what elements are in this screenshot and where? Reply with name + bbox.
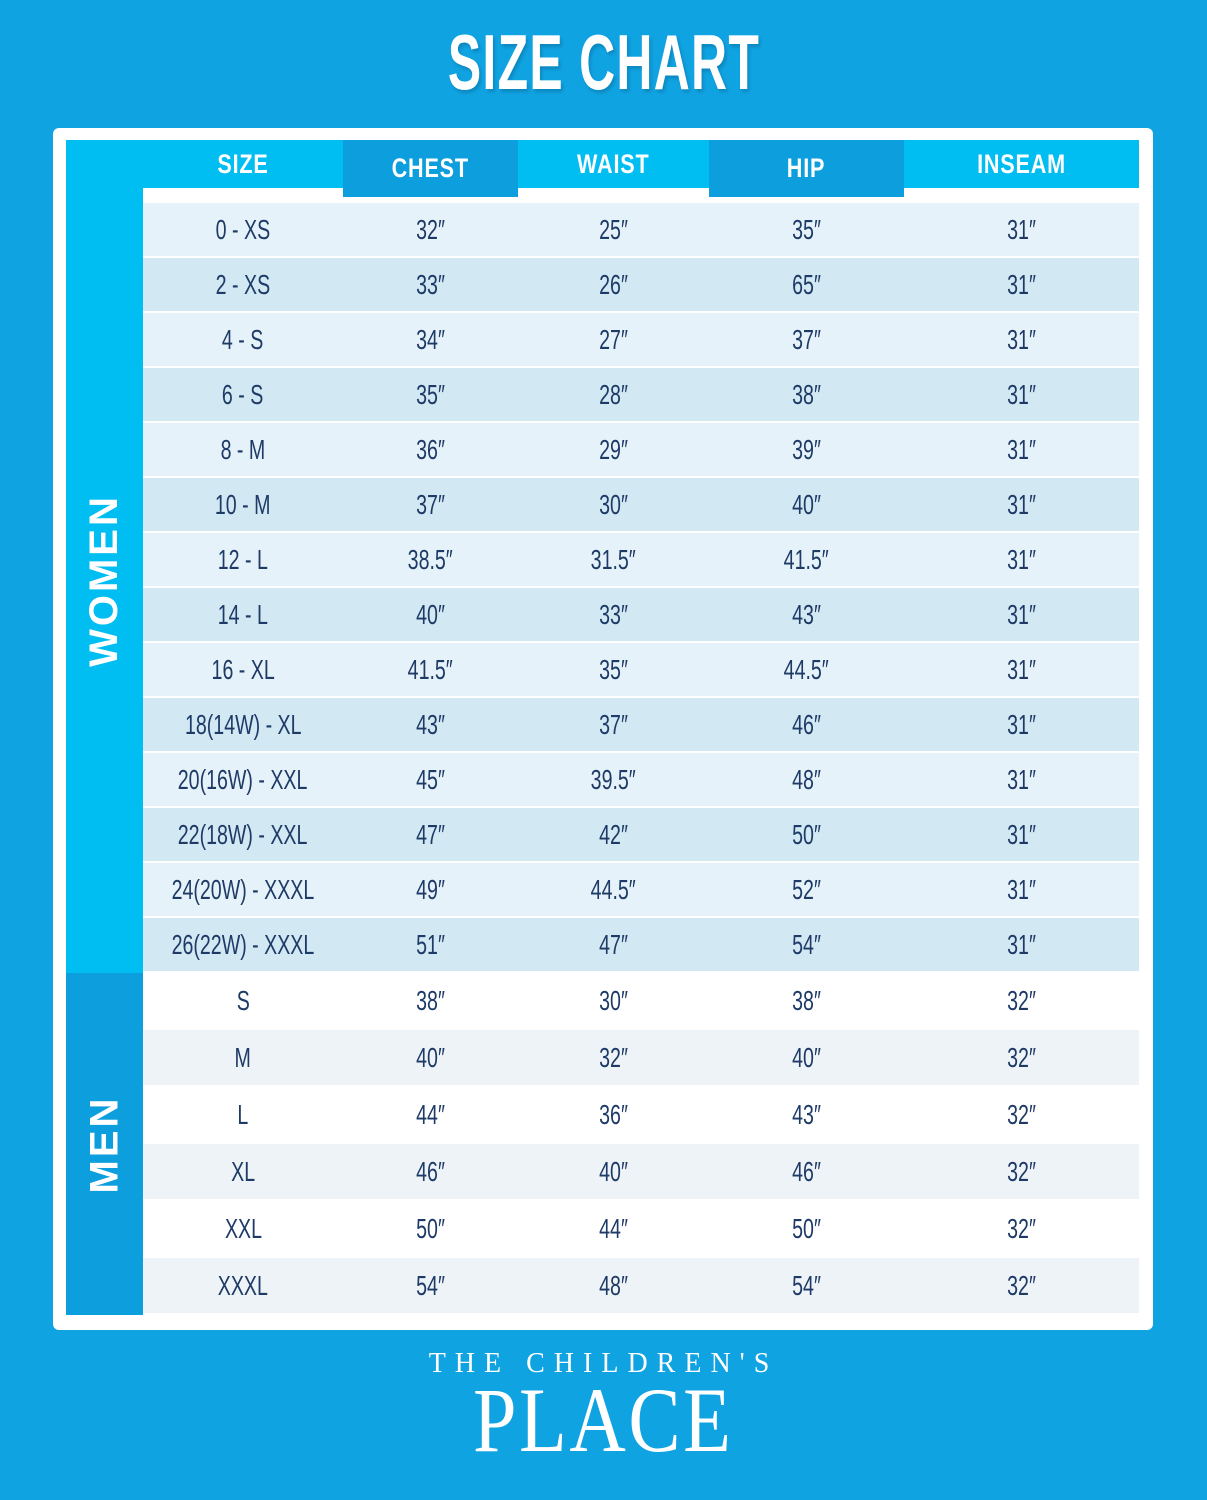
chest-value: 40″ — [416, 598, 445, 630]
size-label-cell — [143, 1201, 343, 1256]
column-header-inseam — [904, 140, 1139, 188]
size-value: 2 - XS — [215, 268, 271, 300]
waist-value: 31.5″ — [590, 543, 637, 575]
hip-value: 40″ — [792, 488, 821, 520]
size-label-cell — [143, 423, 343, 476]
chest-value: 34″ — [416, 323, 445, 355]
measurement-cell — [904, 808, 1139, 861]
size-chart-panel — [53, 128, 1153, 1330]
size-value: S — [236, 984, 250, 1016]
chest-value: 38.5″ — [407, 543, 454, 575]
measurement-cell — [904, 1030, 1139, 1085]
waist-value: 44.5″ — [590, 873, 637, 905]
column-header-chest-label: CHEST — [391, 153, 470, 183]
hip-value: 40″ — [792, 1041, 821, 1073]
sidebar-men-label: MEN — [82, 1095, 127, 1193]
inseam-value: 31″ — [1007, 433, 1036, 465]
size-value: 20(16W) - XXL — [178, 763, 308, 795]
table-row — [143, 533, 1139, 588]
measurement-cell — [518, 973, 709, 1028]
size-label-cell — [143, 918, 343, 971]
chest-value: 36″ — [416, 433, 445, 465]
size-label-cell — [143, 313, 343, 366]
measurement-cell — [343, 203, 518, 256]
measurement-cell — [904, 1144, 1139, 1199]
measurement-cell — [343, 863, 518, 916]
waist-value: 25″ — [599, 213, 628, 245]
measurement-cell — [709, 203, 904, 256]
chest-value: 54″ — [416, 1269, 445, 1301]
measurement-cell — [904, 258, 1139, 311]
inseam-value: 31″ — [1007, 488, 1036, 520]
inseam-value: 31″ — [1007, 818, 1036, 850]
hip-value: 38″ — [792, 378, 821, 410]
chest-value: 51″ — [416, 928, 445, 960]
sidebar-men — [66, 973, 143, 1315]
table-row — [143, 423, 1139, 478]
waist-value: 47″ — [599, 928, 628, 960]
size-label-cell — [143, 863, 343, 916]
hip-value: 43″ — [792, 598, 821, 630]
measurement-cell — [343, 1087, 518, 1142]
inseam-value: 31″ — [1007, 323, 1036, 355]
size-value: 24(20W) - XXXL — [171, 873, 315, 905]
table-header-row — [66, 140, 1139, 188]
measurement-cell — [343, 533, 518, 586]
chest-value: 46″ — [416, 1155, 445, 1187]
measurement-cell — [343, 1201, 518, 1256]
measurement-cell — [709, 423, 904, 476]
measurement-cell — [518, 588, 709, 641]
measurement-cell — [343, 918, 518, 971]
chest-value: 49″ — [416, 873, 445, 905]
inseam-value: 31″ — [1007, 598, 1036, 630]
waist-value: 35″ — [599, 653, 628, 685]
waist-value: 29″ — [599, 433, 628, 465]
measurement-cell — [518, 203, 709, 256]
measurement-cell — [709, 1201, 904, 1256]
size-value: M — [234, 1041, 252, 1073]
size-label-cell — [143, 643, 343, 696]
waist-value: 30″ — [599, 488, 628, 520]
size-value: L — [237, 1098, 249, 1130]
measurement-cell — [904, 588, 1139, 641]
waist-value: 28″ — [599, 378, 628, 410]
measurement-cell — [343, 588, 518, 641]
table-row — [143, 863, 1139, 918]
size-label-cell — [143, 478, 343, 531]
column-header-size — [66, 140, 343, 188]
measurement-cell — [709, 1087, 904, 1142]
inseam-value: 32″ — [1007, 1041, 1036, 1073]
chest-value: 35″ — [416, 378, 445, 410]
measurement-cell — [709, 258, 904, 311]
table-row — [143, 258, 1139, 313]
measurement-cell — [343, 258, 518, 311]
table-row — [143, 1144, 1139, 1201]
measurement-cell — [343, 698, 518, 751]
measurement-cell — [343, 1144, 518, 1199]
size-value: 0 - XS — [215, 213, 271, 245]
size-chart-table — [66, 140, 1139, 1315]
chest-value: 37″ — [416, 488, 445, 520]
hip-value: 65″ — [792, 268, 821, 300]
measurement-cell — [904, 203, 1139, 256]
size-label-cell — [143, 368, 343, 421]
waist-value: 32″ — [599, 1041, 628, 1073]
chest-value: 43″ — [416, 708, 445, 740]
table-row — [143, 478, 1139, 533]
measurement-cell — [518, 423, 709, 476]
size-label-cell — [143, 973, 343, 1028]
inseam-value: 31″ — [1007, 268, 1036, 300]
hip-value: 43″ — [792, 1098, 821, 1130]
hip-value: 54″ — [792, 1269, 821, 1301]
size-value: 14 - L — [217, 598, 269, 630]
waist-value: 37″ — [599, 708, 628, 740]
table-row — [143, 1087, 1139, 1144]
measurement-cell — [518, 368, 709, 421]
size-label-cell — [143, 203, 343, 256]
page-title — [0, 18, 1207, 106]
chest-value: 33″ — [416, 268, 445, 300]
table-row — [143, 313, 1139, 368]
inseam-value: 31″ — [1007, 543, 1036, 575]
measurement-cell — [518, 1258, 709, 1313]
size-value: XXXL — [217, 1269, 269, 1301]
brand-logo — [0, 1369, 1207, 1471]
hip-value: 44.5″ — [783, 653, 830, 685]
size-value: 16 - XL — [211, 653, 275, 685]
measurement-cell — [904, 313, 1139, 366]
column-header-hip — [709, 140, 904, 197]
size-value: 18(14W) - XL — [184, 708, 302, 740]
table-row — [143, 588, 1139, 643]
size-value: 8 - M — [220, 433, 266, 465]
measurement-cell — [343, 368, 518, 421]
measurement-cell — [709, 698, 904, 751]
measurement-cell — [904, 918, 1139, 971]
chest-value: 41.5″ — [407, 653, 454, 685]
inseam-value: 31″ — [1007, 873, 1036, 905]
size-value: 12 - L — [217, 543, 269, 575]
inseam-value: 31″ — [1007, 763, 1036, 795]
inseam-value: 32″ — [1007, 1269, 1036, 1301]
size-label-cell — [143, 808, 343, 861]
inseam-value: 32″ — [1007, 1212, 1036, 1244]
inseam-value: 32″ — [1007, 984, 1036, 1016]
measurement-cell — [343, 808, 518, 861]
waist-value: 44″ — [599, 1212, 628, 1244]
column-header-hip-label: HIP — [787, 153, 826, 183]
measurement-cell — [904, 368, 1139, 421]
measurement-cell — [343, 478, 518, 531]
size-value: XXL — [224, 1212, 262, 1244]
measurement-cell — [709, 533, 904, 586]
column-header-waist — [518, 140, 709, 188]
measurement-cell — [518, 258, 709, 311]
hip-value: 46″ — [792, 708, 821, 740]
table-row — [143, 643, 1139, 698]
hip-value: 39″ — [792, 433, 821, 465]
measurement-cell — [904, 753, 1139, 806]
table-row — [143, 753, 1139, 808]
table-body — [143, 203, 1139, 1315]
measurement-cell — [518, 1144, 709, 1199]
measurement-cell — [709, 973, 904, 1028]
column-header-chest — [343, 140, 518, 197]
size-value: 4 - S — [222, 323, 264, 355]
size-label-cell — [143, 258, 343, 311]
measurement-cell — [904, 533, 1139, 586]
inseam-value: 31″ — [1007, 213, 1036, 245]
measurement-cell — [904, 478, 1139, 531]
inseam-value: 31″ — [1007, 378, 1036, 410]
column-header-size-label: SIZE — [217, 148, 269, 179]
size-value: 10 - M — [215, 488, 271, 520]
hip-value: 38″ — [792, 984, 821, 1016]
size-value: XL — [231, 1155, 255, 1187]
waist-value: 48″ — [599, 1269, 628, 1301]
measurement-cell — [518, 1087, 709, 1142]
size-label-cell — [143, 1030, 343, 1085]
measurement-cell — [904, 1201, 1139, 1256]
hip-value: 50″ — [792, 818, 821, 850]
table-row — [143, 698, 1139, 753]
inseam-value: 32″ — [1007, 1098, 1036, 1130]
hip-value: 48″ — [792, 763, 821, 795]
chest-value: 45″ — [416, 763, 445, 795]
measurement-cell — [709, 368, 904, 421]
column-header-waist-label: WAIST — [577, 148, 650, 179]
chest-value: 38″ — [416, 984, 445, 1016]
size-label-cell — [143, 588, 343, 641]
chest-value: 40″ — [416, 1041, 445, 1073]
measurement-cell — [709, 643, 904, 696]
sidebar-women-label: WOMEN — [82, 494, 127, 667]
measurement-cell — [518, 1030, 709, 1085]
inseam-value: 32″ — [1007, 1155, 1036, 1187]
measurement-cell — [518, 313, 709, 366]
hip-value: 50″ — [792, 1212, 821, 1244]
measurement-cell — [518, 753, 709, 806]
table-row — [143, 973, 1139, 1030]
measurement-cell — [518, 478, 709, 531]
measurement-cell — [343, 753, 518, 806]
hip-value: 35″ — [792, 213, 821, 245]
hip-value: 37″ — [792, 323, 821, 355]
measurement-cell — [518, 863, 709, 916]
inseam-value: 31″ — [1007, 928, 1036, 960]
table-row — [143, 918, 1139, 973]
chest-value: 44″ — [416, 1098, 445, 1130]
measurement-cell — [343, 423, 518, 476]
measurement-cell — [904, 643, 1139, 696]
measurement-cell — [343, 313, 518, 366]
page-title-text: SIZE CHART — [447, 18, 760, 106]
measurement-cell — [904, 973, 1139, 1028]
hip-value: 46″ — [792, 1155, 821, 1187]
measurement-cell — [709, 918, 904, 971]
measurement-cell — [518, 533, 709, 586]
measurement-cell — [709, 588, 904, 641]
measurement-cell — [709, 863, 904, 916]
table-row — [143, 368, 1139, 423]
measurement-cell — [709, 1144, 904, 1199]
sidebar-women — [66, 188, 143, 973]
measurement-cell — [709, 478, 904, 531]
column-header-inseam-label: INSEAM — [977, 148, 1066, 179]
hip-value: 41.5″ — [783, 543, 830, 575]
measurement-cell — [709, 753, 904, 806]
size-value: 26(22W) - XXXL — [171, 928, 315, 960]
measurement-cell — [343, 643, 518, 696]
waist-value: 40″ — [599, 1155, 628, 1187]
chest-value: 47″ — [416, 818, 445, 850]
table-row — [143, 1030, 1139, 1087]
measurement-cell — [343, 1258, 518, 1313]
measurement-cell — [904, 1087, 1139, 1142]
size-label-cell — [143, 533, 343, 586]
waist-value: 33″ — [599, 598, 628, 630]
measurement-cell — [709, 313, 904, 366]
chest-value: 32″ — [416, 213, 445, 245]
table-row — [143, 203, 1139, 258]
measurement-cell — [343, 973, 518, 1028]
measurement-cell — [518, 1201, 709, 1256]
waist-value: 36″ — [599, 1098, 628, 1130]
measurement-cell — [904, 698, 1139, 751]
brand-name-top: THE CHILDREN'S — [428, 1348, 779, 1379]
table-row — [143, 808, 1139, 863]
size-label-cell — [143, 1258, 343, 1313]
hip-value: 54″ — [792, 928, 821, 960]
size-value: 22(18W) - XXL — [178, 818, 308, 850]
measurement-cell — [518, 808, 709, 861]
waist-value: 27″ — [599, 323, 628, 355]
measurement-cell — [343, 1030, 518, 1085]
size-label-cell — [143, 698, 343, 751]
waist-value: 42″ — [599, 818, 628, 850]
size-label-cell — [143, 753, 343, 806]
measurement-cell — [709, 1258, 904, 1313]
measurement-cell — [709, 1030, 904, 1085]
measurement-cell — [904, 863, 1139, 916]
size-label-cell — [143, 1087, 343, 1142]
inseam-value: 31″ — [1007, 653, 1036, 685]
waist-value: 26″ — [599, 268, 628, 300]
inseam-value: 31″ — [1007, 708, 1036, 740]
waist-value: 39.5″ — [590, 763, 637, 795]
size-label-cell — [143, 1144, 343, 1199]
waist-value: 30″ — [599, 984, 628, 1016]
size-value: 6 - S — [222, 378, 264, 410]
measurement-cell — [709, 808, 904, 861]
measurement-cell — [518, 643, 709, 696]
measurement-cell — [518, 698, 709, 751]
measurement-cell — [904, 1258, 1139, 1313]
hip-value: 52″ — [792, 873, 821, 905]
chest-value: 50″ — [416, 1212, 445, 1244]
table-row — [143, 1201, 1139, 1258]
brand-name-main: PLACE — [473, 1369, 734, 1471]
measurement-cell — [518, 918, 709, 971]
table-row — [143, 1258, 1139, 1315]
measurement-cell — [904, 423, 1139, 476]
